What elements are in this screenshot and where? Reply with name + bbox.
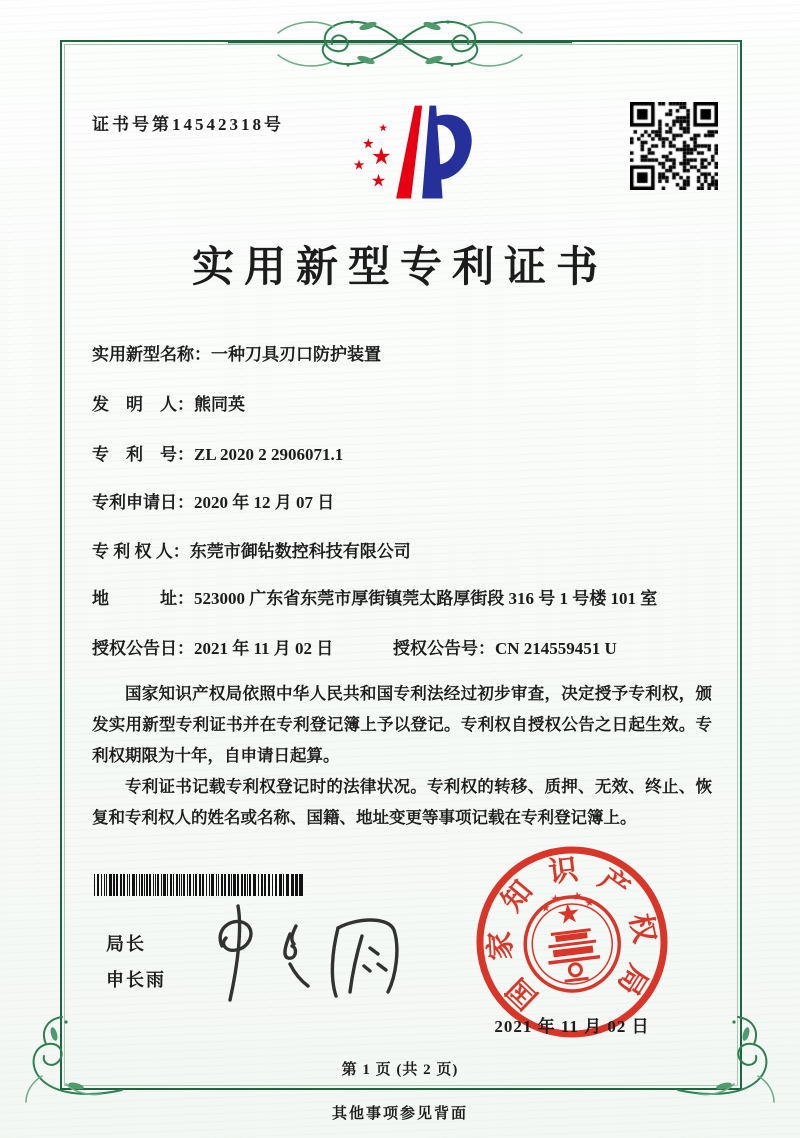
field-row-filing-date <box>92 490 710 516</box>
field-value: 一种刀具刃口防护装置 <box>211 345 381 364</box>
svg-text:权: 权 <box>623 911 661 946</box>
grant-no-label: 授权公告号： <box>393 639 495 658</box>
svg-text:家: 家 <box>484 930 518 962</box>
seal-date: 2021 年 11 月 02 日 <box>494 1017 650 1036</box>
field-value: 东莞市御钻数控科技有限公司 <box>189 542 411 561</box>
svg-text:知: 知 <box>496 874 540 918</box>
grant-no-value: CN 214559451 U <box>495 639 617 658</box>
field-row-inventor <box>92 392 710 418</box>
field-value: ZL 2020 2 2906071.1 <box>194 445 344 464</box>
svg-text:局: 局 <box>610 958 654 1001</box>
legal-paragraph-1: 国家知识产权局依照中华人民共和国专利法经过初步审查，决定授予专利权，颁发实用新型专利证书并在专利登记簿上予以登记。专利权自授权公告之日起生效。专利权期限为十年，自申请日起算。 <box>92 684 712 765</box>
field-value: 2020 年 12 月 07 日 <box>194 493 335 512</box>
grant-date-value: 2021 年 11 月 02 日 <box>194 639 334 658</box>
cnipa-logo-icon <box>346 90 476 216</box>
field-label: 实用新型名称： <box>92 345 211 364</box>
field-label: 地 址： <box>92 589 194 608</box>
barcode <box>94 874 308 896</box>
svg-text:产: 产 <box>592 863 635 907</box>
field-value: 熊同英 <box>194 395 245 414</box>
field-label: 专 利 号： <box>92 445 194 464</box>
field-row-address <box>92 586 710 612</box>
qr-code <box>630 102 718 190</box>
grant-row <box>92 636 710 662</box>
signer-name: 申长雨 <box>106 970 166 990</box>
signature-autograph <box>192 900 422 1010</box>
certificate-number: 证书号第14542318号 <box>92 115 284 134</box>
top-flourish-ornament <box>228 13 572 75</box>
svg-text:国: 国 <box>501 971 545 1015</box>
field-label: 发 明 人： <box>92 395 194 414</box>
certificate-title: 实用新型专利证书 <box>191 245 608 291</box>
legal-text-block <box>92 678 712 833</box>
signer-title: 局长 <box>106 934 146 954</box>
field-row-name <box>92 342 710 368</box>
field-row-patentee <box>92 539 710 565</box>
svg-text:识: 识 <box>546 853 580 890</box>
field-row-patent-no <box>92 442 710 468</box>
back-note: 其他事项参见背面 <box>331 1106 468 1122</box>
field-label: 专 利 权 人： <box>92 542 190 561</box>
grant-date-label: 授权公告日： <box>92 639 194 658</box>
page-number: 第 1 页 (共 2 页) <box>341 1062 459 1078</box>
national-emblem <box>519 887 624 996</box>
field-label: 专利申请日： <box>92 493 194 512</box>
field-value: 523000 广东省东莞市厚街镇莞太路厚街段 316 号 1 号楼 101 室 <box>194 589 658 608</box>
legal-paragraph-2: 专利证书记载专利权登记时的法律状况。专利权的转移、质押、无效、终止、恢复和专利权人的姓名或名称、国籍、地址变更等事项记载在专利登记簿上。 <box>92 777 712 827</box>
